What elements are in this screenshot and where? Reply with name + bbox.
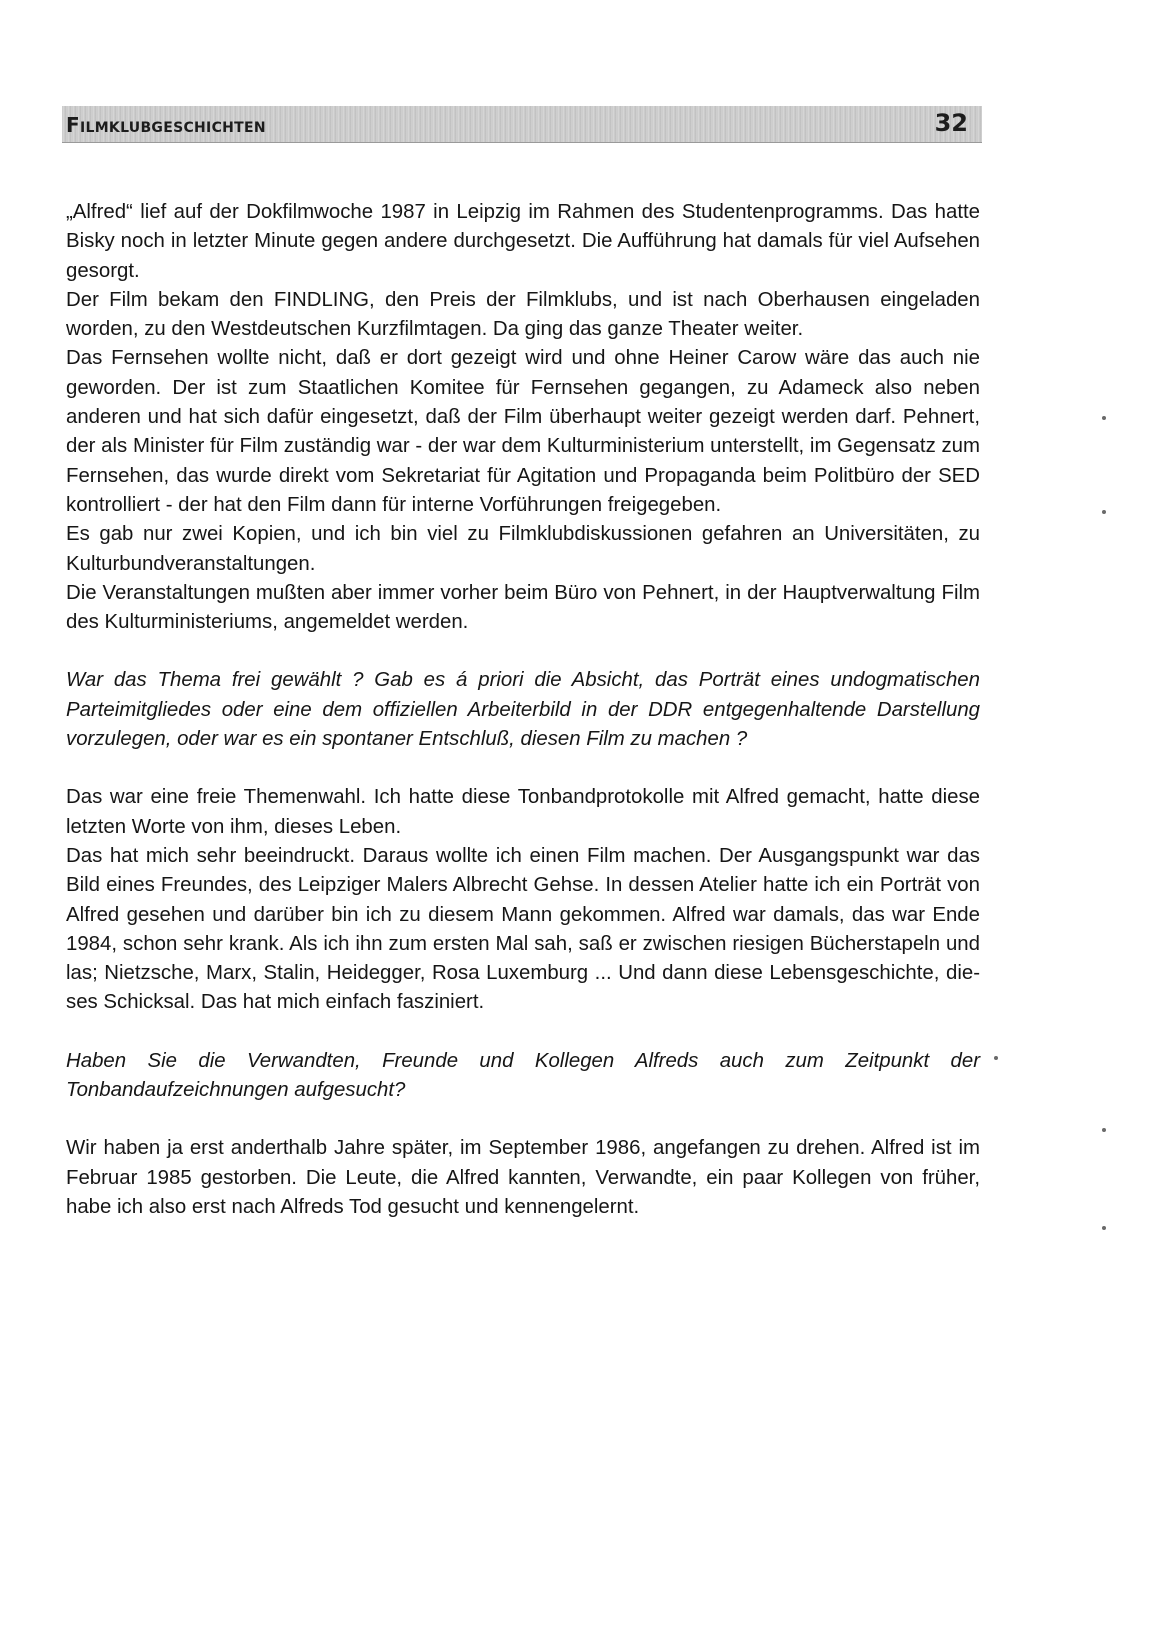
interview-question: War das Thema frei gewählt ? Gab es á priori die Absicht, das Porträt eines undogmatischen Parteimitgliedes oder eine dem offiziellen Arbeiterbild in der DDR entgegenhaltende Darstellung vorzulegen, oder war es ein spontaner Entschluß, diesen Film zu machen ? — [66, 669, 980, 751]
answer-paragraph: Es gab nur zwei Kopien, und ich bin viel zu Filmklubdiskussionen gefahren an Universitäten, zu Kulturbundveranstaltungen. — [66, 523, 980, 575]
answer-paragraph: Das hat mich sehr beeindruckt. Daraus wollte ich einen Film machen. Der Ausgangspunkt war das Bild eines Freundes, des Leipziger Malers Albrecht Gehse. In dessen Atelier hatte ich ein Porträt von Alfred gesehen und darüber bin ich zu diesem Mann gekommen. Alfred war damals, das war Ende 1984, schon sehr krank. Als ich ihn zum ersten Mal sah, saß er zwischen riesigen Bücherstapeln und las; Nietzsche, Marx, Stalin, Heidegger, Rosa Luxemburg ... Und dann diese Lebensgeschichte, dieses Schicksal. Das hat mich einfach fasziniert. — [66, 844, 980, 1014]
answer-paragraph: Die Veranstaltungen mußten aber immer vorher beim Büro von Pehnert, in der Hauptverwaltung Film des Kulturministeriums, angemeldet werden. — [66, 581, 980, 634]
scan-speck — [994, 1056, 998, 1060]
scan-speck — [1102, 416, 1106, 420]
answer-paragraph: Das Fernsehen wollte nicht, daß er dort gezeigt wird und ohne Heiner Carow wäre das auch nie geworden. Der ist zum Staatlichen Komitee für Fernsehen gegangen, zu Adameck also neben anderen und hat sich dafür eingesetzt, daß der Film überhaupt weiter gezeigt werden darf. Pehnert, der als Minister für Film zuständig war - der war dem Kulturministerium unterstellt, im Gegensatz zum Fernsehen, das wurde direkt vom Sekretariat für Agitation und Propaganda beim Politbüro der SED kontrolliert - der hat den Film dann für interne Vorführungen freigegeben. — [66, 347, 980, 516]
answer-paragraph: Wir haben ja erst anderthalb Jahre später, im September 1986, angefangen zu drehen. Alfred ist im Februar 1985 gestorben. Die Leute, die Alfred kannten, Verwandte, ein paar Kollegen von früher, habe ich also erst nach Alfreds Tod gesucht und kennengelernt. — [66, 1137, 980, 1218]
page-number: 32 — [934, 109, 968, 137]
article-body — [66, 198, 980, 1222]
scan-speck — [1102, 1128, 1106, 1132]
answer-paragraph: Der Film bekam den FINDLING, den Preis der Filmklubs, und ist nach Oberhausen eingeladen worden, zu den Westdeutschen Kurzfilmtagen. Da ging das ganze Theater weiter. — [66, 288, 980, 341]
interview-question: Haben Sie die Verwandten, Freunde und Kollegen Alfreds auch zum Zeitpunkt der Tonbandaufzeichnungen aufgesucht? — [66, 1049, 980, 1102]
scan-speck — [1102, 510, 1106, 514]
header-title: Filmklubgeschichten — [66, 113, 266, 137]
running-header — [62, 106, 982, 143]
scan-speck — [1102, 1226, 1106, 1230]
answer-paragraph: „Alfred“ lief auf der Dokfilmwoche 1987 in Leipzig im Rahmen des Studentenprogramms. Das hatte Bisky noch in letzter Minute gegen andere durchgesetzt. Die Aufführung hat damals für viel Aufsehen gesorgt. — [66, 201, 980, 282]
answer-paragraph: Das war eine freie Themenwahl. Ich hatte diese Tonbandprotokolle mit Alfred gemacht, hatte diese letzten Worte von ihm, dieses Leben. — [66, 786, 980, 838]
